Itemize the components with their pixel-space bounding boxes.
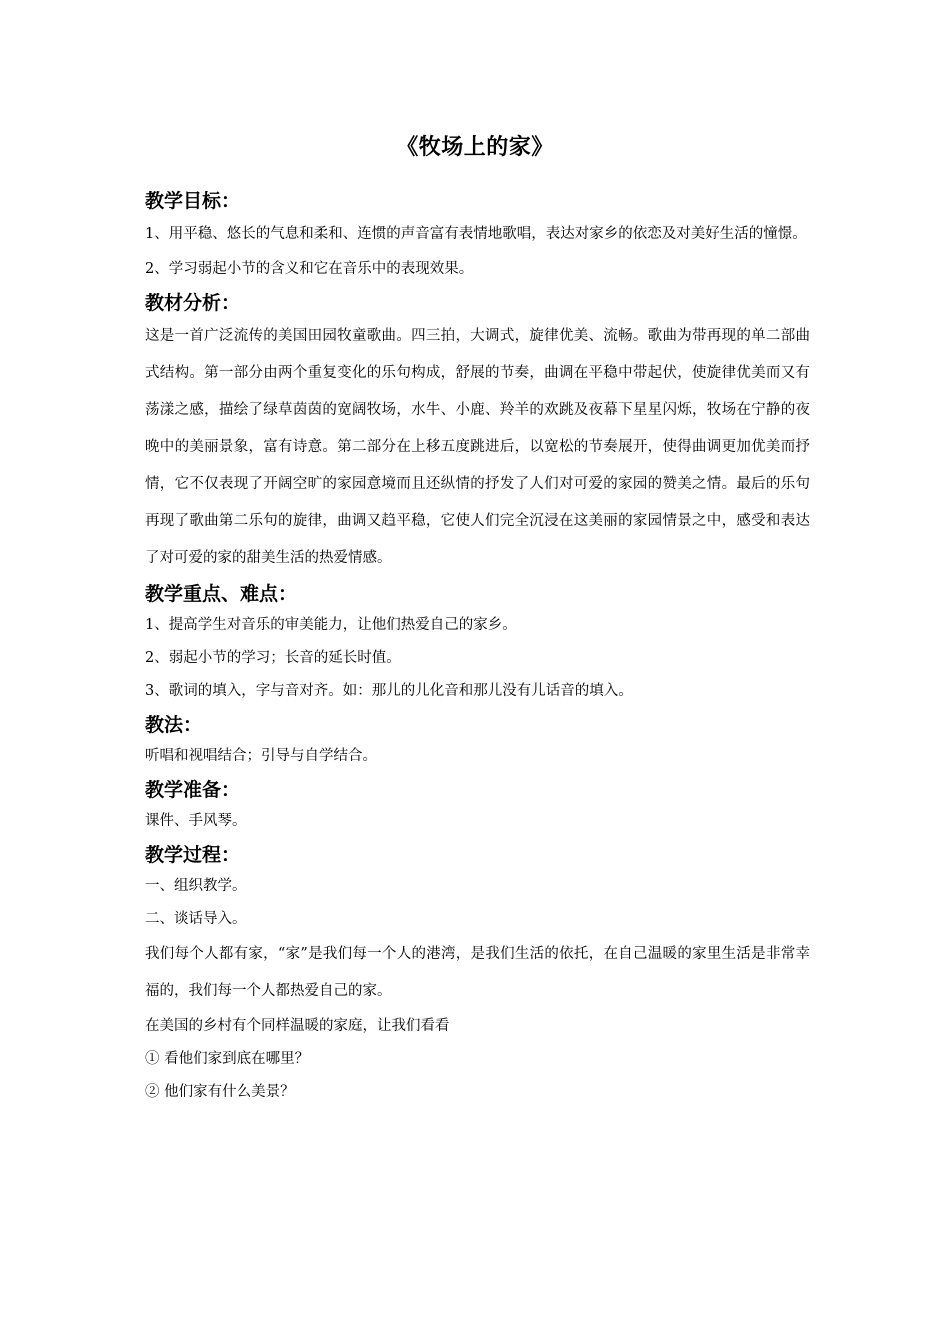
section-heading-key-points: 教学重点、难点： — [145, 583, 298, 605]
process-item-2: 二、谈话导入。 — [145, 911, 247, 927]
preparation-text: 课件、手风琴。 — [145, 813, 247, 829]
process-question-2: ② 他们家有什么美景？ — [145, 1084, 295, 1100]
key-point-item-1: 1、提高学生对音乐的审美能力，让他们热爱自己的家乡。 — [145, 617, 517, 633]
section-heading-analysis: 教材分析： — [145, 292, 241, 314]
process-question-1: ① 看他们家到底在哪里？ — [145, 1051, 310, 1067]
process-item-3: 我们每个人都有家，“家”是我们每一个人的港湾，是我们生活的依托，在自己温暖的家里生活是非常幸福的，我们每一个人都热爱自己的家。 — [145, 946, 810, 999]
document-title: 《牧场上的家》 — [396, 135, 554, 160]
process-item-1: 一、组织教学。 — [145, 878, 247, 894]
goal-item-2: 2、学习弱起小节的含义和它在音乐中的表现效果。 — [145, 261, 474, 277]
section-heading-process: 教学过程： — [145, 844, 241, 866]
method-text: 听唱和视唱结合；引导与自学结合。 — [145, 748, 377, 764]
section-heading-goals: 教学目标： — [145, 190, 241, 212]
key-point-item-3: 3、歌词的填入，字与音对齐。如：那儿的儿化音和那儿没有儿话音的填入。 — [145, 683, 633, 699]
process-item-4: 在美国的乡村有个同样温暖的家庭，让我们看看 — [145, 1018, 450, 1034]
section-heading-method: 教法： — [145, 714, 203, 736]
key-point-item-2: 2、弱起小节的学习；长音的延长时值。 — [145, 650, 401, 666]
analysis-text: 这是一首广泛流传的美国田园牧童歌曲。四三拍，大调式，旋律优美、流畅。歌曲为带再现的单二部曲式结构。第一部分由两个重复变化的乐句构成，舒展的节奏，曲调在平稳中带起伏，使旋律优美而又有荡漾之感，描绘了绿草茵茵的宽阔牧场，水牛、小鹿、羚羊的欢跳及夜幕下星星闪烁，牧场在宁静的夜晚中的美丽景象，富有诗意。第二部分在上移五度跳进后，以宽松的节奏展开，使得曲调更加优美而抒情，它不仅表现了开阔空旷的家园意境而且还纵情的抒发了人们对可爱的家园的赞美之情。最后的乐句再现了歌曲第二乐句的旋律，曲调又趋平稳，它使人们完全沉浸在这美丽的家园情景之中，感受和表达了对可爱的家的甜美生活的热爱情感。 — [145, 328, 810, 566]
section-heading-preparation: 教学准备： — [145, 779, 241, 801]
document-body — [145, 186, 810, 1109]
goal-item-1: 1、用平稳、悠长的气息和柔和、连惯的声音富有表情地歌唱，表达对家乡的依恋及对美好生活的憧憬。 — [145, 226, 807, 242]
